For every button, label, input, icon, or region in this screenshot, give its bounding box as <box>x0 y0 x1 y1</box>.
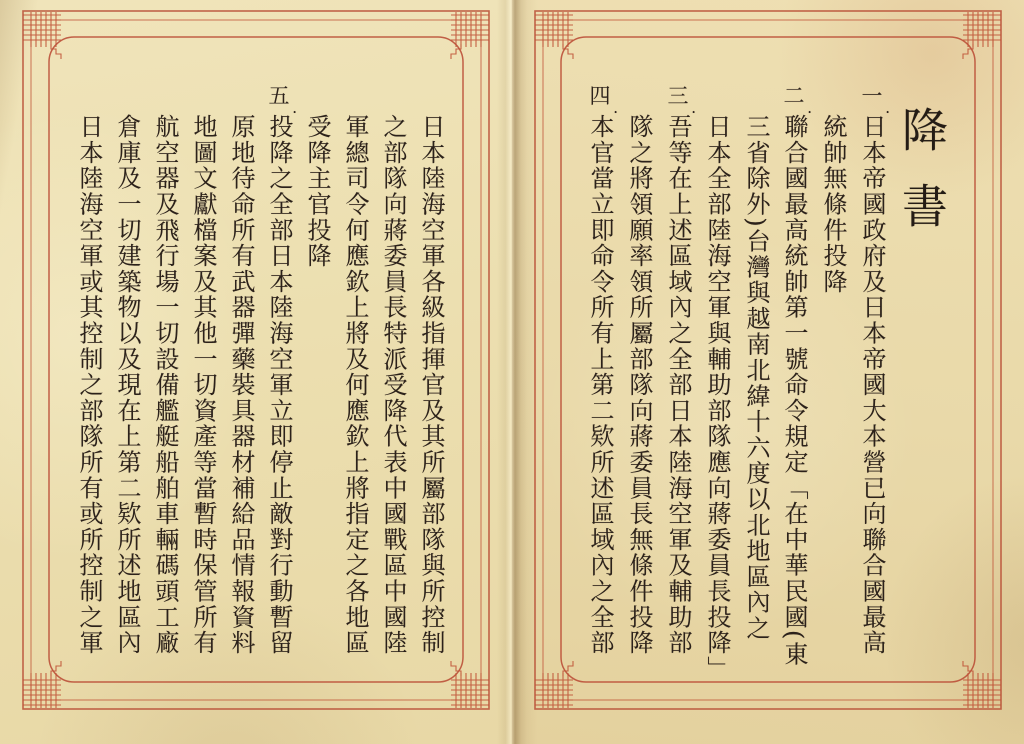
text-column: 三省除外)台灣與越南北緯十六度以北地區內之 <box>742 114 770 642</box>
clause-number-dot: . <box>807 99 812 117</box>
text-column: 倉庫及一切建築物以及現在上第二欵所述地區內 <box>113 114 141 656</box>
text-column: 聯合國最高統帥第一號命令規定「在中華民國(東 <box>780 114 808 667</box>
text-column: 日本全部陸海空軍與輔助部隊應向蔣委員長投降」 <box>703 114 731 682</box>
clause-number-dot: . <box>691 99 696 117</box>
corner-fret-icon <box>535 12 573 59</box>
clause-number-glyph: 四 <box>589 84 611 108</box>
corner-fret-icon <box>23 12 61 59</box>
clause-number-glyph: 一 <box>861 84 883 108</box>
corner-fret-icon <box>963 12 1001 59</box>
clause-number-two <box>783 84 812 117</box>
clause-number-glyph: 三 <box>667 84 689 108</box>
page-right <box>512 0 1024 744</box>
text-column: 地圖文獻檔案及其他一切資產等當暫時保管所有 <box>189 114 217 656</box>
text-column: 投降之全部日本陸海空軍立即停止敵對行動暫留 <box>265 114 293 656</box>
corner-fret-icon <box>23 661 61 708</box>
clause-number-dot: . <box>885 99 890 117</box>
clause-number-five <box>268 84 297 117</box>
text-column: 吾等在上述區域內之全部日本陸海空軍及輔助部 <box>664 114 692 656</box>
text-column: 日本帝國政府及日本帝國大本營已向聯合國最高 <box>858 114 886 656</box>
text-column: 本官當立即命令所有上第二欵所述區域內之全部 <box>586 114 614 656</box>
clause-number-glyph: 五 <box>268 84 290 108</box>
corner-fret-icon <box>451 12 489 59</box>
corner-fret-icon <box>963 661 1001 708</box>
corner-fret-icon <box>535 661 573 708</box>
clause-number-glyph: 二 <box>783 84 805 108</box>
page-title: 降書 <box>895 106 949 258</box>
text-column: 受降主官投降 <box>303 114 331 269</box>
corner-fret-icon <box>451 661 489 708</box>
text-column: 航空器及飛行場一切設備艦艇船舶車輛碼頭工廠 <box>151 114 179 656</box>
clause-number-one <box>861 84 890 117</box>
clause-number-three <box>667 84 696 117</box>
text-column: 軍總司令何應欽上將及何應欽上將指定之各地區 <box>341 114 369 656</box>
text-column: 統帥無條件投降 <box>819 114 847 295</box>
text-column: 原地待命所有武器彈藥裝具器材補給品情報資料 <box>227 114 255 656</box>
clause-number-dot: . <box>292 99 297 117</box>
text-column: 日本陸海空軍各級指揮官及其所屬部隊與所控制 <box>417 114 445 656</box>
text-column: 日本陸海空軍或其控制之部隊所有或所控制之軍 <box>75 114 103 656</box>
clause-number-dot: . <box>613 99 618 117</box>
clause-number-four <box>589 84 618 117</box>
text-column: 之部隊向蔣委員長特派受降代表中國戰區中國陸 <box>379 114 407 656</box>
text-column: 隊之將領願率領所屬部隊向蔣委員長無條件投降 <box>625 114 653 656</box>
